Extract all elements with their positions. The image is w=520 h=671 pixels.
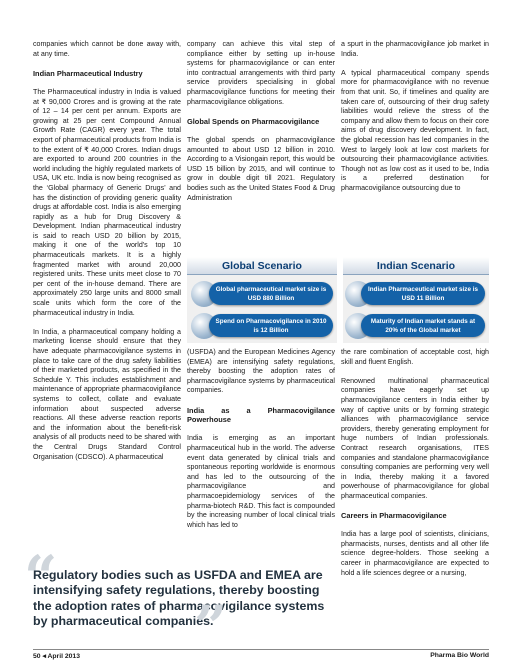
paragraph: India is emerging as an important pharmaceutical hub in the world. The adverse event data generated by clinical trials and spontaneous reporting worldwide is enormous and has led to the outsourcing of the pharmacovigilance and pharmacoepidemiology services of the pharma-biotech R&D. This fact is compounded by the increasing number of local clinical trials which has led to [187, 434, 335, 529]
article-column-3-lower [341, 348, 489, 588]
footer-divider [33, 649, 489, 650]
global-scenario-panel [187, 275, 337, 343]
section-heading-powerhouse: India as a Pharmacovigilance Powerhouse [187, 405, 335, 425]
paragraph: In India, a pharmaceutical company holding a marketing license should ensure that they have adequate pharmacovigilance systems in place to take care of the drug safety liabilities of their marketed products, as specified in the Schedule Y. This includes establishment and maintenance of appropriate pharmacovigilance systems to collect, collate and evaluate information about suspected adverse reactions. All these adverse reaction reports and the information about the benefit-risk analysis of all products need to be shared with the Central Drugs Standard Control Organisation (CDSCO). A pharmaceutical [33, 327, 181, 461]
paragraph: Renowned multinational pharmaceutical companies have eagerly set up pharmacovigilance centers in India either by way of captive units or by forming strategic alliances with pharmacovigilance service providers, thereby generating employment for huge numbers of Indian professionals. Contract research organisations, ITES companies and standalone pharmacovigilance consulting companies are performing very well in India, thereby making it a favored powerhouse of pharmacovigilance for global pharmaceutical companies. [341, 376, 489, 500]
close-quote-icon: ” [194, 593, 228, 661]
scenario-infographic [187, 257, 489, 343]
paragraph: company can achieve this vital step of compliance either by setting up in-house systems for pharmacovigilance or can enter into contractual arrangements with third party service providers specialising in global pharmacovigilance functions for meeting their pharmacovigilance obligations. [187, 40, 335, 106]
paragraph: A typical pharmaceutical company spends more for pharmacovigilance with no revenue from that unit. So, if timelines and quality are taken care of, outsourcing of their drug safety liabilities would relieve the stress of the company and allow them to focus on their core aims of drug discovery development. In fact, the global recession has led companies in the West to largely look at low cost markets for outsourcing their pharmacovigilance activities. Though not as low cost as it used to be, India is a preferred destination for pharmacovigilance outsourcing due to [341, 68, 489, 192]
indian-market-size-badge: Indian Pharmaceutical market size is USD 11 Billion [361, 282, 485, 305]
article-column-3 [341, 40, 489, 194]
open-quote-icon: “ [24, 543, 58, 611]
article-column-2 [187, 40, 335, 203]
indian-scenario-title: Indian Scenario [343, 257, 489, 275]
section-heading-careers: Careers in Pharmacovigilance [341, 511, 447, 521]
paragraph: India has a large pool of scientists, clinicians, pharmacists, nurses, dentists and all other life science degree-holders. Those seeking a career in pharmacovigilance are expected to hold a life sciences degree or a nursing, [341, 530, 489, 577]
indian-market-maturity-badge: Maturity of Indian market stands at 20% of the Global market [361, 314, 485, 337]
article-column-1 [33, 40, 181, 472]
article-column-2-lower [187, 348, 335, 540]
paragraph: The Pharmaceutical industry in India is valued at ₹ 90,000 Crores and is growing at the rate of 12 – 14 per cent per annum. Exports are growing at 25 per cent Compound Annual Growth Rate (CAGR) every year. The total export of pharmaceutical products from India is to the extent of ₹ 40,000 Crores. Indian drugs are exported to around 200 countries in the world including the highly regulated markets of USA, UK etc. India is now being recognised as the ‘Global pharmacy of Generic Drugs’ and has the distinction of providing generic quality drugs at affordable cost. India is also emerging rapidly as a hub for Drug Discovery & Development. Indian pharmaceutical industry is said to reach USD 20 billion by 2015, making it one of the world's top 10 pharmaceuticals markets. It is a highly fragmented market with around 20,000 registered units. These units meet close to 70 per cent of the in-house demand. There are approximately 250 large units and 8000 small scale units which form the core of the pharmaceutical industry in India. [33, 87, 181, 317]
global-pv-spend-badge: Spend on Pharmacovigilance in 2010 is 12 Billion [209, 314, 333, 337]
paragraph: a spurt in the pharmacovigilance job market in India. [341, 40, 489, 58]
pull-quote: Regulatory bodies such as USFDA and EMEA are intensifying safety regulations, thereby boosting the adoption rates of pharmacovigilance systems by pharmaceutical companies. [33, 568, 325, 629]
indian-scenario-panel [343, 275, 489, 343]
paragraph: companies which cannot be done away with, at any time. [33, 40, 181, 58]
paragraph: The global spends on pharmacovigilance amounted to about USD 12 billion in 2010. According to a Visiongain report, this would be USD 15 billion by 2015, and will continue to grow in double digit till 2021. Regulatory bodies such as the United States Food & Drug Administration [187, 135, 335, 202]
global-market-size-badge: Global pharmaceutical market size is USD 880 Billion [209, 282, 333, 305]
section-heading-global-spends: Global Spends on Pharmacovigilance [187, 116, 320, 126]
paragraph: (USFDA) and the European Medicines Agency (EMEA) are intensifying safety regulations, thereby boosting the adoption rates of pharmacovigilance systems by pharmaceutical companies. [187, 348, 335, 395]
page-number-date: 50 ◂ April 2013 [33, 653, 80, 660]
paragraph: the rare combination of acceptable cost, high skill and fluent English. [341, 348, 489, 366]
section-heading-industry: Indian Pharmaceutical Industry [33, 68, 143, 78]
global-scenario-title: Global Scenario [187, 257, 337, 275]
publication-name: Pharma Bio World [430, 652, 489, 659]
